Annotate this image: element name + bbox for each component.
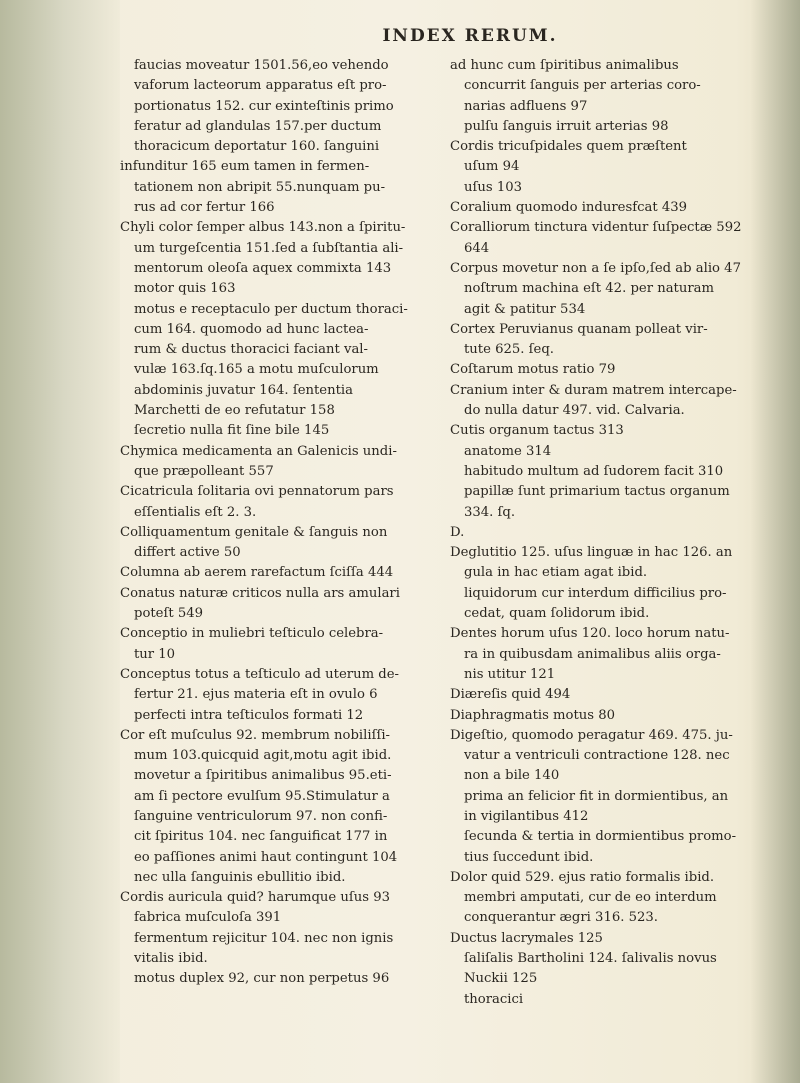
right-column — [450, 56, 750, 1010]
index-entry-line: abdominis juvatur 164. ſententia — [134, 382, 353, 398]
index-entry-line: ad hunc cum ſpiritibus animalibus — [450, 58, 679, 73]
index-entry-line: Coſtarum motus ratio 79 — [450, 362, 616, 378]
index-entry-line: non a bile 140 — [464, 768, 560, 784]
index-entry-line: Colliquamentum genitale & ſanguis non — [120, 524, 388, 540]
index-entry-line: conquerantur ægri 316. 523. — [464, 910, 658, 926]
index-entry-line: mum 103.quicquid agit,motu agit ibid. — [134, 748, 392, 764]
index-entry-line: vitalis ibid. — [134, 951, 208, 967]
index-entry-line: thoracici — [464, 991, 524, 1007]
index-entry-line: tius ſuccedunt ibid. — [464, 849, 594, 865]
index-entry-line: uſus 103 — [464, 179, 522, 195]
index-entry-line: fabrica muſculoſa 391 — [134, 910, 282, 926]
index-entry-line: Deglutitio 125. uſus linguæ in hac 126. an — [450, 545, 733, 561]
index-entry-line: nis utitur 121 — [464, 666, 556, 682]
index-entry-line: Cranium inter & duram matrem intercape- — [450, 382, 737, 398]
index-entry-line: am ſi pectore evulſum 95.Stimulatur a — [134, 788, 390, 804]
index-entry-line: Diaphragmatis motus 80 — [450, 707, 616, 723]
index-entry-line: fertur 21. ejus materia eſt in ovulo 6 — [134, 687, 378, 703]
index-entry-line: agit & patitur 534 — [464, 301, 586, 317]
index-entry-line: cit ſpiritus 104. nec ſanguificat 177 in — [134, 829, 388, 845]
index-entry-line: Cicatricula ſolitaria ovi pennatorum pars — [120, 484, 394, 500]
index-entry-line: vatur a ventriculi contractione 128. nec — [464, 748, 730, 764]
index-entry-line: cedat, quam ſolidorum ibid. — [464, 606, 650, 622]
index-entry-line: motus duplex 92, cur non perpetus 96 — [134, 971, 390, 987]
index-entry-line: gula in hac etiam agat ibid. — [464, 565, 648, 581]
index-entry-line: poteſt 549 — [134, 606, 204, 622]
index-entry-line: Diæreſis quid 494 — [450, 687, 571, 703]
index-entry-line: Coralium quomodo induresfcat 439 — [450, 200, 688, 216]
index-entry-line: differt active 50 — [134, 545, 241, 561]
index-entry-line: Cortex Peruvianus quanam polleat vir- — [450, 321, 708, 337]
index-entry-line: Columna ab aerem rarefactum ſciſſa 444 — [120, 565, 394, 581]
page-shadow-right — [750, 0, 800, 1083]
index-entry-line: Coralliorum tinctura videntur ſuſpectæ 592 — [450, 220, 742, 236]
index-entry-line: nec ulla ſanguinis ebullitio ibid. — [134, 869, 346, 885]
index-entry-line: movetur a ſpiritibus animalibus 95.eti- — [134, 768, 392, 784]
index-entry-line: Conceptus totus a teſticulo ad uterum de- — [120, 666, 399, 682]
index-entry-line: concurrit ſanguis per arterias coro- — [464, 78, 701, 94]
index-entry-line: Conatus naturæ criticos nulla ars amulari — [120, 585, 400, 601]
index-entry-line: Dolor quid 529. ejus ratio formalis ibid. — [450, 869, 715, 885]
index-entry-line: portionatus 152. cur exinteſtinis primo — [134, 98, 394, 114]
index-entry-line: eo paſſiones animi haut contingunt 104 — [134, 849, 398, 865]
index-entry-line: 334. ſq. — [464, 504, 516, 520]
index-entry-line: um turgeſcentia 151.ſed a ſubſtantia ali- — [134, 240, 404, 256]
index-entry-line: narias adfluens 97 — [464, 98, 588, 114]
index-entry-line: mentorum oleoſa aquex commixta 143 — [134, 260, 392, 276]
index-entry-line: Cutis organum tactus 313 — [450, 423, 624, 439]
index-entry-line: Cor eſt muſculus 92. membrum nobiliſſi- — [120, 727, 391, 743]
index-entry-line: que præpolleant 557 — [134, 463, 274, 479]
index-entry-line: uſum 94 — [464, 159, 520, 175]
index-entry-line: ſecunda & tertia in dormientibus promo- — [464, 829, 737, 845]
page-shadow-left — [0, 0, 120, 1083]
index-entry-line: papillæ ſunt primarium tactus organum — [464, 484, 730, 500]
index-entry-line: Corpus movetur non a ſe ipſo,ſed ab alio 47 — [450, 260, 741, 276]
index-entry-line: habitudo multum ad ſudorem facit 310 — [464, 463, 724, 479]
index-entry-line: ſanguine ventriculorum 97. non confi- — [134, 808, 388, 824]
index-entry-line: noſtrum machina eſt 42. per naturam — [464, 281, 715, 297]
index-entry-line: feratur ad glandulas 157.per ductum — [134, 118, 382, 134]
index-entry-line: do nulla datur 497. vid. Calvaria. — [464, 403, 685, 419]
index-entry-line: vaforum lacteorum apparatus eſt pro- — [134, 78, 387, 94]
index-entry-line: Chymica medicamenta an Galenicis undi- — [120, 443, 397, 459]
index-entry-line: in vigilantibus 412 — [464, 808, 589, 824]
index-entry-line: thoracicum deportatur 160. ſanguini — [134, 139, 380, 155]
index-entry-line: anatome 314 — [464, 443, 552, 459]
index-entry-line: ſecretio nulla fit ſine bile 145 — [134, 423, 330, 439]
left-column — [120, 56, 440, 990]
index-entry-line: motor quis 163 — [134, 281, 236, 297]
index-entry-line: motus e receptaculo per ductum thoraci- — [134, 301, 408, 317]
index-entry-line: infunditur 165 eum tamen in fermen- — [120, 159, 370, 175]
index-entry-line: rum & ductus thoracici faciant val- — [134, 342, 368, 358]
index-entry-line: rus ad cor fertur 166 — [134, 200, 275, 216]
index-entry-line: tur 10 — [134, 646, 176, 662]
index-entry-line: Conceptio in muliebri teſticulo celebra- — [120, 626, 384, 642]
index-entry-line: Nuckii 125 — [464, 971, 538, 987]
running-header: INDEX RERUM. — [382, 26, 558, 46]
index-entry-line: membri amputati, cur de eo interdum — [464, 890, 717, 906]
index-entry-line: prima an felicior fit in dormientibus, an — [464, 788, 729, 804]
index-entry-line: Cordis auricula quid? harumque uſus 93 — [120, 890, 391, 906]
index-entry-line: cum 164. quomodo ad hunc lactea- — [134, 321, 369, 337]
index-entry-line: Dentes horum uſus 120. loco horum natu- — [450, 626, 730, 642]
index-entry-line: D. — [450, 524, 465, 540]
index-entry-line: Cordis tricuſpidales quem præſtent — [450, 139, 687, 155]
index-entry-line: vulæ 163.ſq.165 a motu muſculorum — [134, 362, 379, 378]
index-entry-line: Ductus lacrymales 125 — [450, 930, 603, 946]
index-entry-line: tute 625. ſeq. — [464, 342, 554, 358]
index-entry-line: eſſentialis eſt 2. 3. — [134, 504, 257, 520]
index-entry-line: ra in quibusdam animalibus aliis orga- — [464, 646, 721, 662]
index-entry-line: fermentum rejicitur 104. nec non ignis — [134, 930, 394, 946]
index-entry-line: perfecti intra teſticulos formati 12 — [134, 707, 364, 723]
index-entry-line: liquidorum cur interdum difficilius pro- — [464, 585, 727, 601]
index-entry-line: Digeſtio, quomodo peragatur 469. 475. ju- — [450, 727, 733, 743]
index-entry-line: pulſu ſanguis irruit arterias 98 — [464, 118, 669, 134]
index-entry-line: Marchetti de eo refutatur 158 — [134, 403, 335, 419]
index-entry-line: faucias moveatur 1501.56,eo vehendo — [134, 58, 389, 73]
index-entry-line: tationem non abripit 55.nunquam pu- — [134, 179, 386, 195]
index-entry-line: 644 — [464, 240, 490, 256]
index-entry-line: Chyli color ſemper albus 143.non a ſpiritu- — [120, 220, 406, 236]
index-entry-line: ſaliſalis Bartholini 124. ſalivalis novus — [464, 951, 717, 967]
